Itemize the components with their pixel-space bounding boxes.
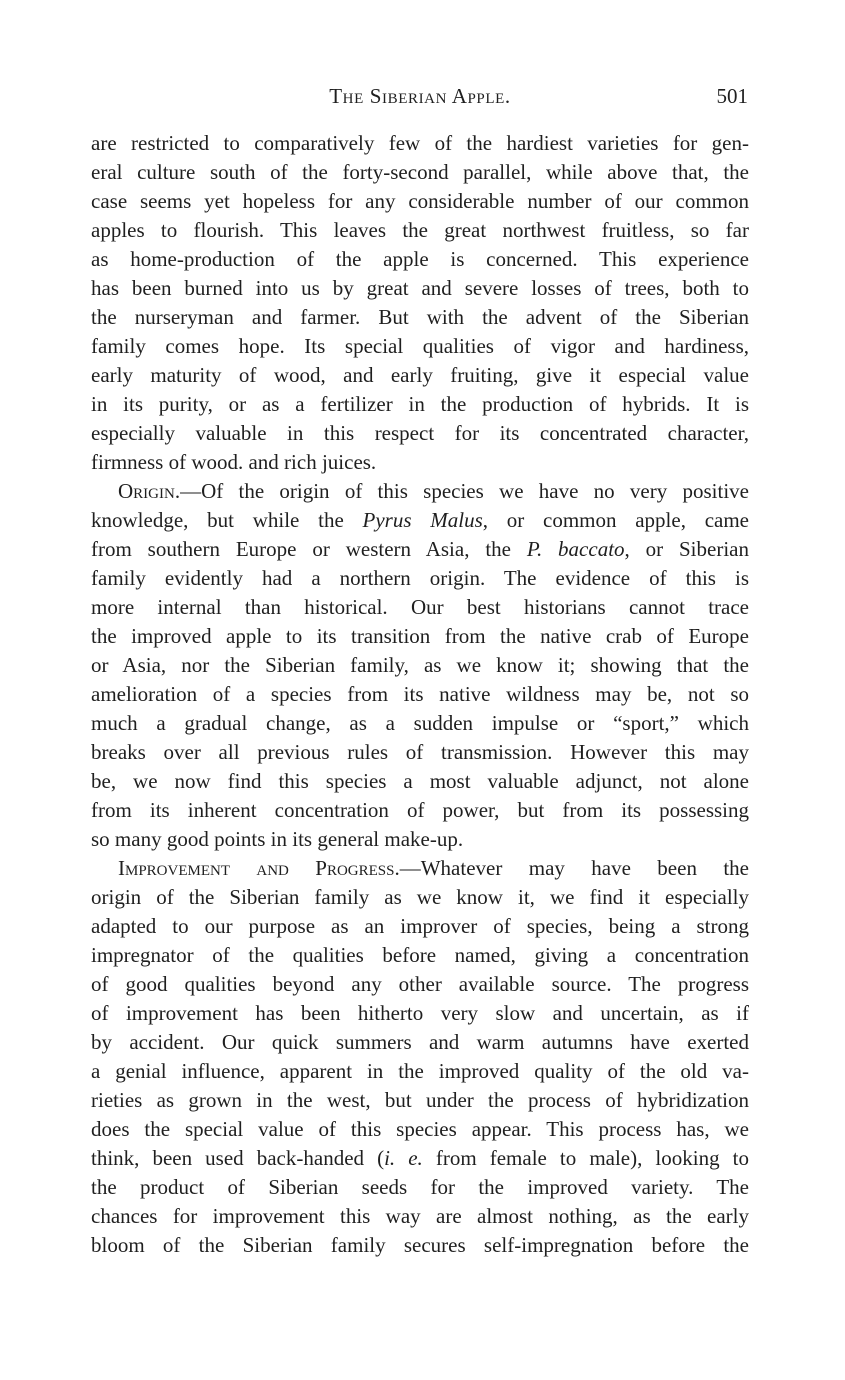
line-text: rieties as grown in the west, but under the process of hybridization bbox=[91, 1088, 749, 1112]
text-line bbox=[91, 1115, 749, 1144]
text-line bbox=[91, 274, 749, 303]
line-text: early maturity of wood, and early fruiting, give it especial value bbox=[91, 363, 749, 387]
text-line bbox=[91, 187, 749, 216]
text-line bbox=[91, 303, 749, 332]
text-line bbox=[91, 448, 749, 477]
text-line bbox=[91, 419, 749, 448]
text-line bbox=[91, 1057, 749, 1086]
line-text: in its purity, or as a fertilizer in the production of hybrids. It is bbox=[91, 392, 749, 416]
text-line bbox=[91, 912, 749, 941]
text-line bbox=[91, 883, 749, 912]
text-line bbox=[91, 1028, 749, 1057]
line-text: family evidently had a northern origin. The evidence of this is bbox=[91, 566, 749, 590]
line-text: knowledge, but while the Pyrus Malus, or common apple, came bbox=[91, 508, 749, 532]
line-text: impregnator of the qualities before named, giving a concentration bbox=[91, 943, 749, 967]
line-text: chances for improvement this way are almost nothing, as the early bbox=[91, 1204, 749, 1228]
line-text: more internal than historical. Our best historians cannot trace bbox=[91, 595, 749, 619]
text-line bbox=[91, 1231, 749, 1260]
line-text: the product of Siberian seeds for the improved variety. The bbox=[91, 1175, 749, 1199]
line-text: origin of the Siberian family as we know it, we find it especially bbox=[91, 885, 749, 909]
line-text: from its inherent concentration of power, but from its possessing bbox=[91, 798, 749, 822]
text-line bbox=[91, 129, 749, 158]
text-line bbox=[91, 1086, 749, 1115]
text-line bbox=[91, 622, 749, 651]
text-line bbox=[91, 854, 749, 883]
line-text: by accident. Our quick summers and warm autumns have exerted bbox=[91, 1030, 749, 1054]
text-line bbox=[91, 564, 749, 593]
line-text: so many good points in its general make-up. bbox=[91, 827, 464, 851]
line-text: eral culture south of the forty-second parallel, while above that, the bbox=[91, 160, 749, 184]
line-text: family comes hope. Its special qualities of vigor and hardiness, bbox=[91, 334, 749, 358]
line-text: adapted to our purpose as an improver of species, being a strong bbox=[91, 914, 749, 938]
line-text: apples to flourish. This leaves the great northwest fruitless, so far bbox=[91, 218, 749, 242]
text-line bbox=[91, 1173, 749, 1202]
section-heading: Improvement and Progress. bbox=[118, 856, 400, 880]
text-line bbox=[91, 245, 749, 274]
line-text: —Of the origin of this species we have no very positive bbox=[180, 479, 749, 503]
paragraph bbox=[91, 854, 749, 1260]
paragraph bbox=[91, 477, 749, 854]
text-line bbox=[91, 999, 749, 1028]
running-title: The Siberian Apple. bbox=[329, 84, 511, 108]
line-text: a genial influence, apparent in the improved quality of the old va- bbox=[91, 1059, 749, 1083]
text-line bbox=[91, 709, 749, 738]
text-line bbox=[91, 1144, 749, 1173]
text-line bbox=[91, 651, 749, 680]
text-line bbox=[91, 825, 749, 854]
line-text: of good qualities beyond any other available source. The progress bbox=[91, 972, 749, 996]
text-line bbox=[91, 216, 749, 245]
line-text: of improvement has been hitherto very slow and uncertain, as if bbox=[91, 1001, 749, 1025]
text-line bbox=[91, 738, 749, 767]
text-line bbox=[91, 158, 749, 187]
line-text: especially valuable in this respect for its concentrated character, bbox=[91, 421, 749, 445]
line-text: are restricted to comparatively few of the hardiest varieties for gen- bbox=[91, 131, 749, 155]
line-text: amelioration of a species from its native wildness may be, not so bbox=[91, 682, 749, 706]
text-line bbox=[91, 680, 749, 709]
line-text: breaks over all previous rules of transmission. However this may bbox=[91, 740, 749, 764]
line-text: the improved apple to its transition from the native crab of Europe bbox=[91, 624, 749, 648]
text-line bbox=[91, 477, 749, 506]
line-text: has been burned into us by great and severe losses of trees, both to bbox=[91, 276, 749, 300]
text-line bbox=[91, 506, 749, 535]
line-text: or Asia, nor the Siberian family, as we know it; showing that the bbox=[91, 653, 749, 677]
running-head bbox=[90, 84, 750, 114]
italic-term: P. baccato bbox=[526, 537, 625, 561]
paragraph bbox=[91, 129, 749, 477]
line-text: be, we now find this species a most valuable adjunct, not alone bbox=[91, 769, 749, 793]
italic-term: Pyrus Malus bbox=[362, 508, 483, 532]
line-text: firmness of wood. and rich juices. bbox=[91, 450, 377, 474]
line-text: does the special value of this species appear. This process has, we bbox=[91, 1117, 749, 1141]
body-text bbox=[91, 129, 749, 1260]
section-heading: Origin. bbox=[118, 479, 181, 503]
text-line bbox=[91, 593, 749, 622]
text-line bbox=[91, 941, 749, 970]
line-text: the nurseryman and farmer. But with the advent of the Siberian bbox=[91, 305, 749, 329]
text-line bbox=[91, 535, 749, 564]
line-text: as home-production of the apple is concerned. This experience bbox=[91, 247, 749, 271]
line-text: case seems yet hopeless for any considerable number of our common bbox=[91, 189, 749, 213]
text-line bbox=[91, 796, 749, 825]
page-number: 501 bbox=[716, 84, 748, 108]
text-line bbox=[91, 332, 749, 361]
italic-term: i. e. bbox=[384, 1146, 423, 1170]
text-line bbox=[91, 361, 749, 390]
text-line bbox=[91, 970, 749, 999]
line-text: from southern Europe or western Asia, the P. baccato, or Siberian bbox=[91, 537, 749, 561]
line-text: bloom of the Siberian family secures self-impregnation before the bbox=[91, 1233, 749, 1257]
line-text: think, been used back-handed (i. e. from female to male), looking to bbox=[91, 1146, 749, 1170]
line-text: —Whatever may have been the bbox=[399, 856, 749, 880]
text-line bbox=[91, 767, 749, 796]
text-line bbox=[91, 390, 749, 419]
text-line bbox=[91, 1202, 749, 1231]
line-text: much a gradual change, as a sudden impulse or “sport,” which bbox=[91, 711, 749, 735]
